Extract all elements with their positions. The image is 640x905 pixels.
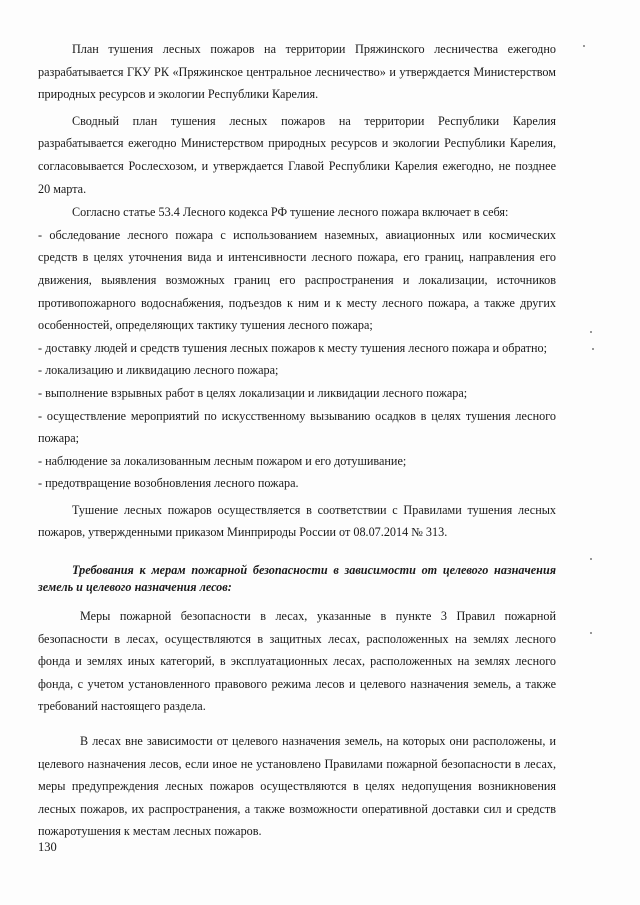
list-item-1: - обследование лесного пожара с использованием наземных, авиационных или космических средств в целях уточнения вида и интенсивности лесного пожара, его границ, направления его движения, выявления возможных границ его распространения и локализации, источников противопожарного водоснабжения, подъездов к ним и к месту лесного пожара, а также других особенностей, определяющих тактику тушения лесного пожара;	[38, 227, 556, 333]
paragraph-4: Тушение лесных пожаров осуществляется в соответствии с Правилами тушения лесных пожаров, утвержденными приказом Минприроды России от 08.07.2014 № 313.	[38, 502, 556, 540]
page-number: 130	[38, 840, 57, 854]
scan-speck	[590, 331, 592, 333]
scan-speck	[583, 45, 585, 47]
list-item-5: - осуществление мероприятий по искусственному вызыванию осадков в целях тушения лесного пожара;	[38, 408, 556, 446]
list-item-7: - предотвращение возобновления лесного пожара.	[38, 476, 299, 491]
document-body	[38, 38, 556, 843]
list-item-6: - наблюдение за локализованным лесным пожаром и его дотушивание;	[38, 453, 407, 468]
paragraph-3: Согласно статье 53.4 Лесного кодекса РФ тушение лесного пожара включает в себя:	[72, 205, 509, 220]
section-heading: Требования к мерам пожарной безопасности в зависимости от целевого назначения земель и целевого назначения лесов:	[38, 563, 556, 594]
paragraph-2: Сводный план тушения лесных пожаров на территории Республики Карелия разрабатывается ежегодно Министерством природных ресурсов и экологии Республики Карелия, согласовывается Рослесхозом, и утверждается Главой Республики Карелия ежегодно, не позднее 20 марта.	[38, 113, 556, 196]
scan-speck	[590, 632, 592, 634]
scan-speck	[592, 348, 594, 350]
scan-speck	[590, 558, 592, 560]
list-item-4: - выполнение взрывных работ в целях локализации и ликвидации лесного пожара;	[38, 385, 468, 400]
paragraph-5: Меры пожарной безопасности в лесах, указанные в пункте 3 Правил пожарной безопасности в лесах, осуществляются в защитных лесах, расположенных на землях лесного фонда и землях иных категорий, в эксплуатационных лесах, расположенных на землях лесного фонда, с учетом установленного правового режима лесов и целевого назначения земель, а также требований настоящего раздела.	[38, 609, 556, 714]
paragraph-6: В лесах вне зависимости от целевого назначения земель, на которых они расположены, и целевого назначения лесов, если иное не установлено Правилами пожарной безопасности в лесах, меры предупреждения лесных пожаров осуществляются в целях недопущения возникновения лесных пожаров, их распространения, а также возможности оперативной доставки сил и средств пожаротушения к местам лесных пожаров.	[38, 734, 556, 839]
paragraph-1: План тушения лесных пожаров на территории Пряжинского лесничества ежегодно разрабатывается ГКУ РК «Пряжинское центральное лесничество» и утверждается Министерством природных ресурсов и экологии Республики Карелия.	[38, 42, 556, 102]
list-item-3: - локализацию и ликвидацию лесного пожара;	[38, 363, 279, 378]
list-item-2: - доставку людей и средств тушения лесных пожаров к месту тушения лесного пожара и обратно;	[38, 340, 547, 355]
